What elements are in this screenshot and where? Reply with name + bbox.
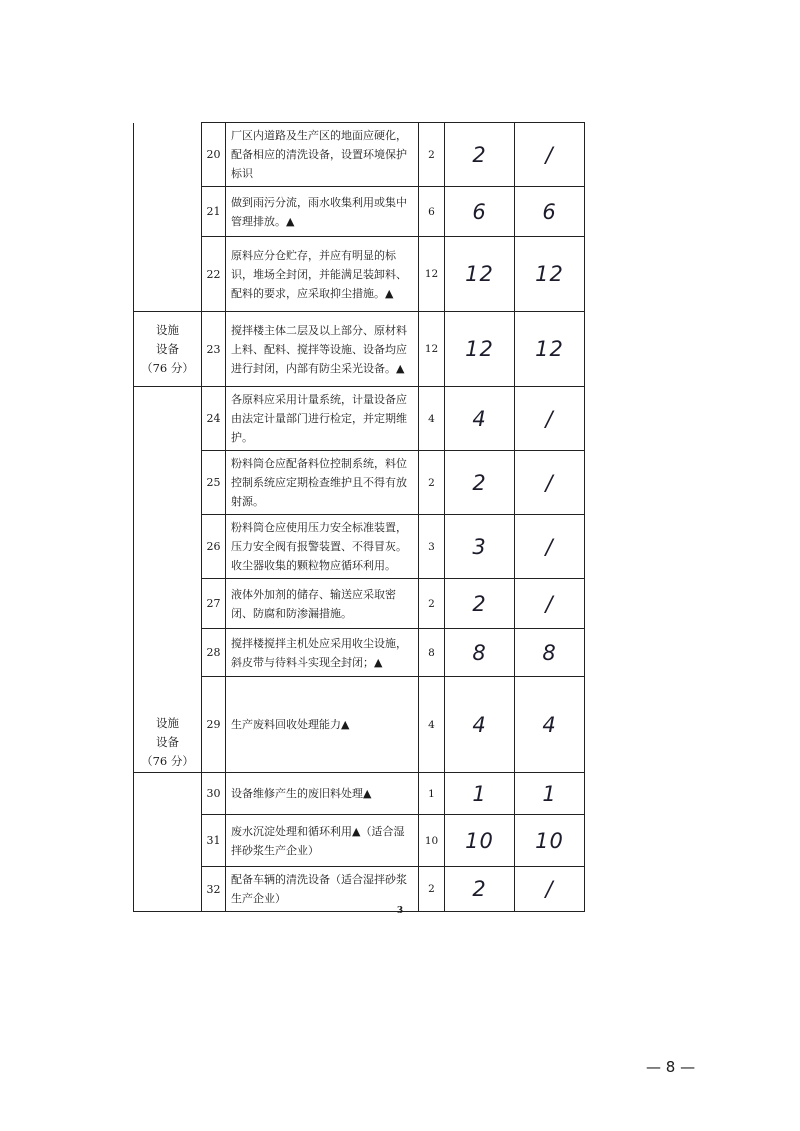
item-requirement: 液体外加剂的储存、输送应采取密闭、防腐和防渗漏措施。 (226, 579, 419, 629)
category-cell (134, 579, 202, 629)
review-score: 4 (515, 677, 585, 773)
table-row (134, 629, 585, 677)
category-label-line: 设备 (156, 734, 179, 749)
item-points: 4 (419, 677, 445, 773)
category-cell (134, 237, 202, 312)
self-score: 6 (445, 187, 515, 237)
table-row (134, 387, 585, 451)
self-score: 8 (445, 629, 515, 677)
item-requirement: 粉料筒仓应使用压力安全标准装置，压力安全阀有报警装置、不得冒灰。收尘器收集的颗粒物应循环利用。 (226, 515, 419, 579)
item-points: 2 (419, 123, 445, 187)
item-requirement: 配备车辆的清洗设备（适合湿拌砂浆生产企业） (226, 867, 419, 912)
table-row (134, 451, 585, 515)
review-score: 6 (515, 187, 585, 237)
self-score: 4 (445, 387, 515, 451)
category-cell (134, 867, 202, 912)
item-number: 27 (202, 579, 226, 629)
item-number: 25 (202, 451, 226, 515)
category-cell (134, 629, 202, 677)
item-points: 10 (419, 815, 445, 867)
review-score: / (515, 579, 585, 629)
item-points: 2 (419, 867, 445, 912)
table-row (134, 187, 585, 237)
category-cell (134, 677, 202, 773)
review-score: / (515, 123, 585, 187)
item-points: 12 (419, 312, 445, 387)
self-score: 1 (445, 773, 515, 815)
table-row (134, 773, 585, 815)
item-points: 1 (419, 773, 445, 815)
category-label-line: 设施 (156, 322, 179, 337)
item-number: 31 (202, 815, 226, 867)
self-score: 2 (445, 867, 515, 912)
document-page-mark: — 8 — (646, 1058, 696, 1076)
category-label-line: （76 分） (141, 753, 194, 768)
item-number: 26 (202, 515, 226, 579)
table-row (134, 677, 585, 773)
table-row (134, 579, 585, 629)
table-row (134, 815, 585, 867)
item-points: 2 (419, 451, 445, 515)
review-score: 1 (515, 773, 585, 815)
table-row (134, 312, 585, 387)
item-requirement: 做到雨污分流，雨水收集利用或集中管理排放。▲ (226, 187, 419, 237)
item-points: 12 (419, 237, 445, 312)
item-requirement: 搅拌楼主体二层及以上部分、原材料上料、配料、搅拌等设施、设备均应进行封闭，内部有防尘采光设备。▲ (226, 312, 419, 387)
item-number: 28 (202, 629, 226, 677)
category-label-line: 设备 (156, 341, 179, 356)
table-row (134, 123, 585, 187)
category-cell (134, 312, 202, 387)
item-points: 6 (419, 187, 445, 237)
self-score: 4 (445, 677, 515, 773)
self-score: 3 (445, 515, 515, 579)
category-cell (134, 515, 202, 579)
item-points: 8 (419, 629, 445, 677)
item-requirement: 搅拌楼搅拌主机处应采用收尘设施，斜皮带与待料斗实现全封闭；▲ (226, 629, 419, 677)
review-score: / (515, 451, 585, 515)
review-score: 8 (515, 629, 585, 677)
review-score: 12 (515, 237, 585, 312)
review-score: 10 (515, 815, 585, 867)
self-score: 2 (445, 451, 515, 515)
self-score: 2 (445, 579, 515, 629)
item-number: 32 (202, 867, 226, 912)
review-score: / (515, 867, 585, 912)
item-requirement: 设备维修产生的废旧料处理▲ (226, 773, 419, 815)
table-row (134, 867, 585, 912)
table-row (134, 515, 585, 579)
page-number: 3 (396, 906, 404, 916)
category-cell (134, 123, 202, 187)
review-score: 12 (515, 312, 585, 387)
item-number: 24 (202, 387, 226, 451)
review-score: / (515, 387, 585, 451)
scoring-table (133, 122, 585, 912)
category-cell (134, 773, 202, 815)
category-cell (134, 187, 202, 237)
item-requirement: 厂区内道路及生产区的地面应硬化，配备相应的清洗设备，设置环境保护标识 (226, 123, 419, 187)
self-score: 2 (445, 123, 515, 187)
item-number: 23 (202, 312, 226, 387)
self-score: 10 (445, 815, 515, 867)
self-score: 12 (445, 312, 515, 387)
category-cell (134, 387, 202, 451)
item-requirement: 各原料应采用计量系统，计量设备应由法定计量部门进行检定，并定期维护。 (226, 387, 419, 451)
item-requirement: 废水沉淀处理和循环利用▲（适合湿拌砂浆生产企业） (226, 815, 419, 867)
category-label-line: （76 分） (141, 360, 194, 375)
self-score: 12 (445, 237, 515, 312)
item-number: 22 (202, 237, 226, 312)
item-requirement: 生产废料回收处理能力▲ (226, 677, 419, 773)
item-number: 21 (202, 187, 226, 237)
review-score: / (515, 515, 585, 579)
category-label-line: 设施 (156, 715, 179, 730)
item-number: 30 (202, 773, 226, 815)
item-points: 2 (419, 579, 445, 629)
item-number: 29 (202, 677, 226, 773)
item-requirement: 粉料筒仓应配备料位控制系统，料位控制系统应定期检查维护且不得有放射源。 (226, 451, 419, 515)
category-cell (134, 451, 202, 515)
item-requirement: 原料应分仓贮存，并应有明显的标识，堆场全封闭，并能满足装卸料、配料的要求，应采取抑尘措施。▲ (226, 237, 419, 312)
table-row (134, 237, 585, 312)
category-cell (134, 815, 202, 867)
item-number: 20 (202, 123, 226, 187)
item-points: 3 (419, 515, 445, 579)
item-points: 4 (419, 387, 445, 451)
